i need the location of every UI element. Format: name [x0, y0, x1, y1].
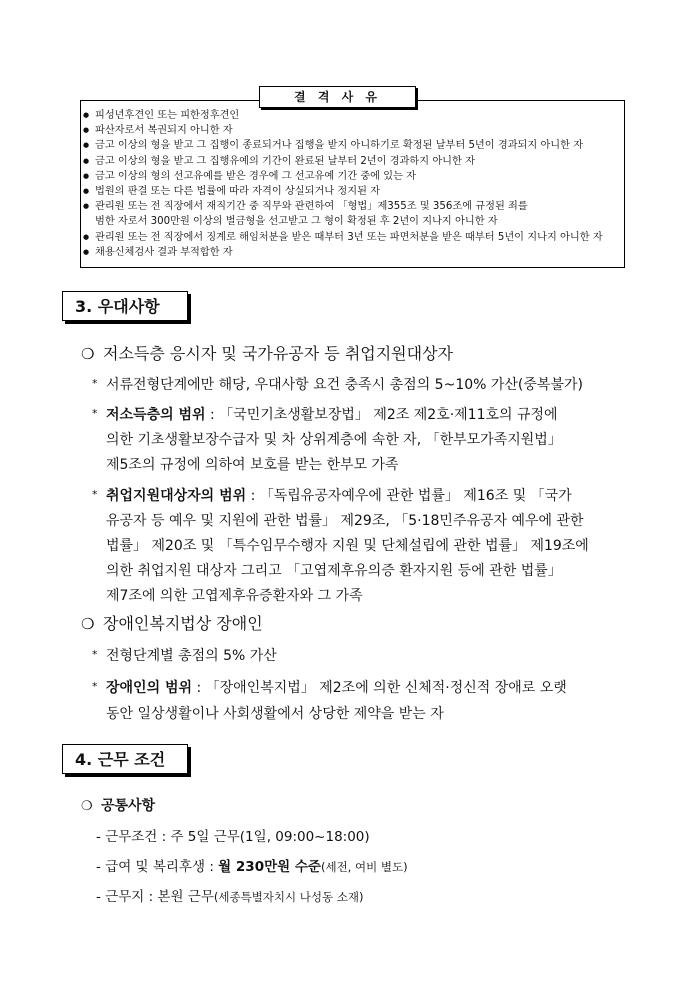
list-item: ● 파산자로서 복권되지 아니한 자	[83, 123, 628, 138]
group-title-low-income: ❍ 저소득층 응시자 및 국가유공자 등 취업지원대상자	[81, 344, 454, 363]
support-line: 제7조에 의한 고엽제후유증환자와 그 가족	[106, 588, 363, 604]
list-item: ● 금고 이상의 형을 받고 그 집행이 종료되거나 집행을 받지 아니하기로 확정된 날부터 5년이 경과되지 아니한 자	[83, 138, 628, 153]
disqualification-list	[83, 108, 628, 260]
circle-bullet-icon: ❍	[81, 345, 95, 363]
asterisk-icon: *	[92, 680, 98, 693]
list-item: ● 관리원 또는 전 직장에서 징계로 해임처분을 받은 때부터 3년 또는 파면처분을 받은 때부터 5년이 지나지 아니한 자	[83, 230, 628, 245]
note-document-stage: * 서류전형단계에만 해당, 우대사항 요건 충족시 총점의 5~10% 가산(중복불가)	[92, 377, 583, 393]
support-line: 유공자 등 예우 및 지원에 관한 법률」 제29조, 「5·18민주유공자 예우에 관한	[106, 513, 584, 529]
list-item: ● 피성년후견인 또는 피한정후견인	[83, 108, 628, 123]
group-title-disabled: ❍ 장애인복지법상 장애인	[81, 614, 263, 633]
section-header-working-conditions: 4. 근무 조건	[62, 744, 188, 774]
list-item: ● 금고 이상의 형의 선고유예를 받은 경우에 그 선고유예 기간 중에 있는 자	[83, 169, 628, 184]
work-location: - 근무지 : 본원 근무(세종특별자치시 나성동 소재)	[96, 889, 364, 905]
group-title-common: ❍ 공통사항	[81, 798, 156, 814]
list-item-continuation: 범한 자로서 300만원 이상의 벌금형을 선고받고 그 형이 확정된 후 2년이 지나지 아니한 자	[95, 216, 498, 228]
asterisk-icon: *	[92, 648, 98, 661]
list-item: ● 채용신체검사 결과 부적합한 자	[83, 245, 628, 260]
support-line: 의한 취업지원 대상자 그리고 「고엽제후유의증 환자지원 등에 관한 법률」	[106, 563, 562, 579]
section-header-preferences: 3. 우대사항	[62, 291, 188, 321]
note-disabled-points: * 전형단계별 총점의 5% 가산	[92, 648, 277, 664]
salary-benefits: - 급여 및 복리후생 : 월 230만원 수준(세전, 여비 별도)	[96, 859, 408, 875]
asterisk-icon: *	[92, 488, 98, 501]
list-item: ● 관리원 또는 전 직장에서 재직기간 중 직무와 관련하여 「형법」제355조 및 356조에 규정된 죄를	[83, 199, 628, 214]
circle-bullet-icon: ❍	[81, 615, 95, 633]
asterisk-icon: *	[92, 407, 98, 420]
disabled-line: 동안 일상생활이나 사회생활에서 상당한 제약을 받는 자	[106, 706, 444, 722]
disqualification-title: 결 격 사 유	[259, 86, 416, 108]
disabled-definition: * 장애인의 범위 : 「장애인복지법」 제2조에 의한 신체적·정신적 장애로 오랫	[92, 680, 567, 696]
low-income-definition: * 저소득층의 범위 : 「국민기초생활보장법」 제2조 제2호·제11호의 규정에	[92, 407, 558, 423]
asterisk-icon: *	[92, 377, 98, 390]
list-item: ● 금고 이상의 형을 받고 그 집행유예의 기간이 완료된 날부터 2년이 경과하지 아니한 자	[83, 154, 628, 169]
circle-bullet-icon: ❍	[81, 799, 93, 814]
low-income-line: 의한 기초생활보장수급자 및 차 상위계층에 속한 자, 「한부모가족지원법」	[106, 432, 562, 448]
work-hours: - 근무조건 : 주 5일 근무(1일, 09:00~18:00)	[96, 829, 370, 845]
support-line: 법률」 제20조 및 「특수임무수행자 지원 및 단체설립에 관한 법률」 제19조에	[106, 538, 589, 554]
list-item: ● 법원의 판결 또는 다른 법률에 따라 자격이 상실되거나 정지된 자	[83, 184, 628, 199]
low-income-line: 제5조의 규정에 의하여 보호를 받는 한부모 가족	[106, 457, 399, 473]
employment-support-definition: * 취업지원대상자의 범위 : 「독립유공자예우에 관한 법률」 제16조 및 「국가	[92, 488, 572, 504]
